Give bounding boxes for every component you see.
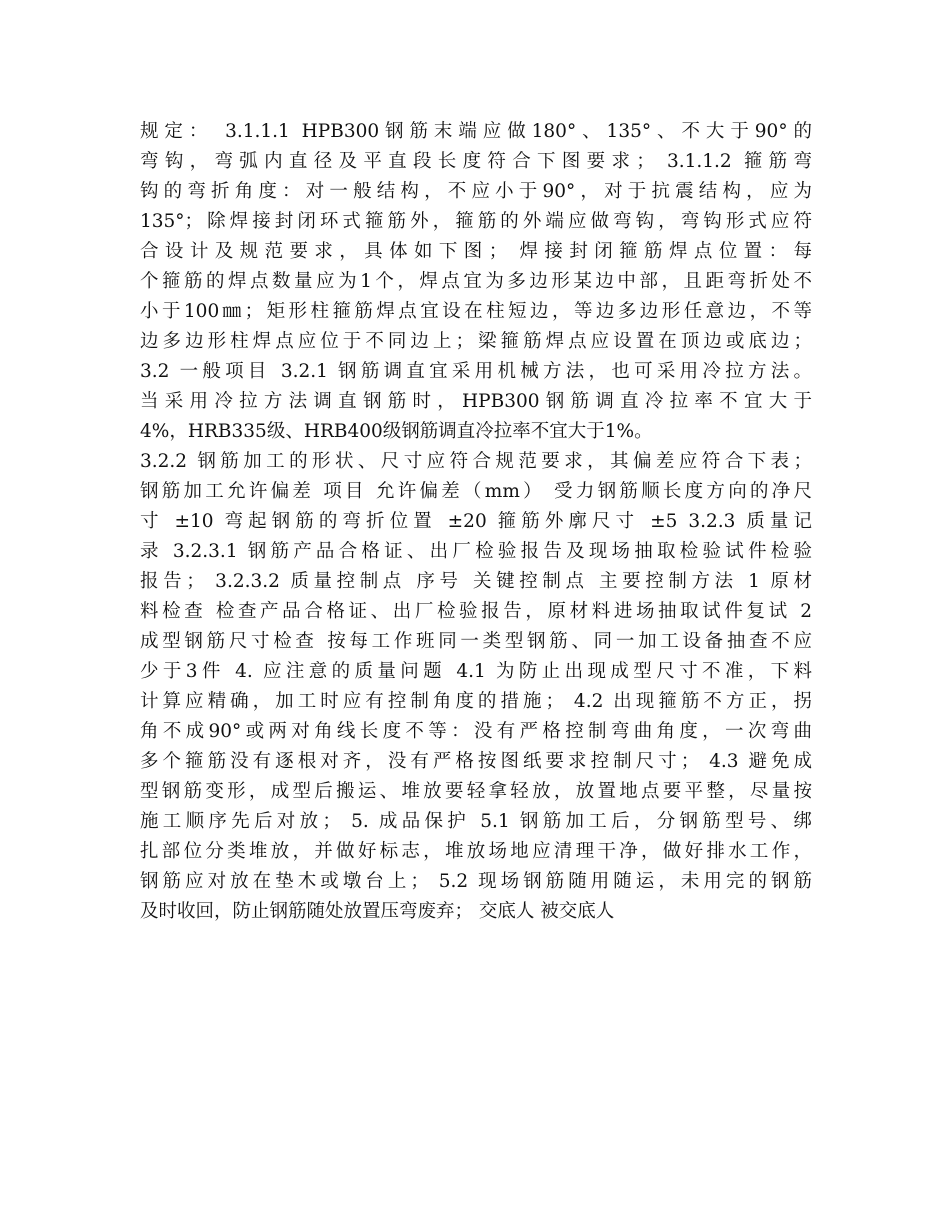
text-line: 135°；除焊接封闭环式箍筋外，箍筋的外端应做弯钩，弯钩形式应符 [140,211,812,232]
text-line: 报告； 3.2.3.2 质量控制点 序号 关键控制点 主要控制方法 1 原材 [140,571,812,592]
text-line: 成型钢筋尺寸检查 按每工作班同一类型钢筋、同一加工设备抽查不应 [140,631,812,652]
text-line: 少于3件 4. 应注意的质量问题 4.1 为防止出现成型尺寸不准，下料 [140,661,812,682]
text-line: 规定： 3.1.1.1 HPB300钢筋末端应做180°、135°、不大于90°的 [140,121,812,142]
text-line: 4%，HRB335级、HRB400级钢筋调直冷拉率不宜大于1%。 [140,421,653,442]
text-line: 钢筋应对放在垫木或墩台上； 5.2 现场钢筋随用随运，未用完的钢筋 [140,871,812,892]
text-line: 料检查 检查产品合格证、出厂检验报告，原材料进场抽取试件复试 2 [140,601,812,622]
text-line: 扎部位分类堆放，并做好标志，堆放场地应清理干净，做好排水工作， [140,841,812,862]
text-line: 3.2 一般项目 3.2.1 钢筋调直宜采用机械方法，也可采用冷拉方法。 [140,361,812,382]
text-line: 录 3.2.3.1 钢筋产品合格证、出厂检验报告及现场抽取检验试件检验 [140,541,812,562]
text-line: 钢筋加工允许偏差 项目 允许偏差（mm） 受力钢筋顺长度方向的净尺 [140,481,812,502]
text-line: 边多边形柱焊点应位于不同边上；梁箍筋焊点应设置在顶边或底边； [140,331,812,352]
text-line: 钩的弯折角度：对一般结构，不应小于90°，对于抗震结构，应为 [140,181,812,202]
text-line: 及时收回，防止钢筋随处放置压弯废弃； 交底人 被交底人 [140,901,615,922]
text-line: 小于100㎜；矩形柱箍筋焊点宜设在柱短边，等边多边形任意边，不等 [140,301,812,322]
text-line: 3.2.2 钢筋加工的形状、尺寸应符合规范要求，其偏差应符合下表； [140,451,812,472]
text-line: 合设计及规范要求，具体如下图； 焊接封闭箍筋焊点位置：每 [140,241,812,262]
text-line: 寸 ±10 弯起钢筋的弯折位置 ±20 箍筋外廓尺寸 ±5 3.2.3 质量记 [140,511,812,532]
text-line: 施工顺序先后对放； 5. 成品保护 5.1 钢筋加工后，分钢筋型号、绑 [140,811,812,832]
text-line: 个箍筋的焊点数量应为1个，焊点宜为多边形某边中部，且距弯折处不 [140,271,812,292]
text-line: 角不成90°或两对角线长度不等：没有严格控制弯曲角度，一次弯曲 [140,721,812,742]
text-line: 弯钩，弯弧内直径及平直段长度符合下图要求； 3.1.1.2 箍筋弯 [140,151,812,172]
text-line: 计算应精确，加工时应有控制角度的措施； 4.2 出现箍筋不方正，拐 [140,691,812,712]
body-text [140,117,812,927]
text-line: 多个箍筋没有逐根对齐，没有严格按图纸要求控制尺寸； 4.3 避免成 [140,751,812,772]
text-line: 当采用冷拉方法调直钢筋时，HPB300钢筋调直冷拉率不宜大于 [140,391,812,412]
text-line: 型钢筋变形，成型后搬运、堆放要轻拿轻放，放置地点要平整，尽量按 [140,781,812,802]
